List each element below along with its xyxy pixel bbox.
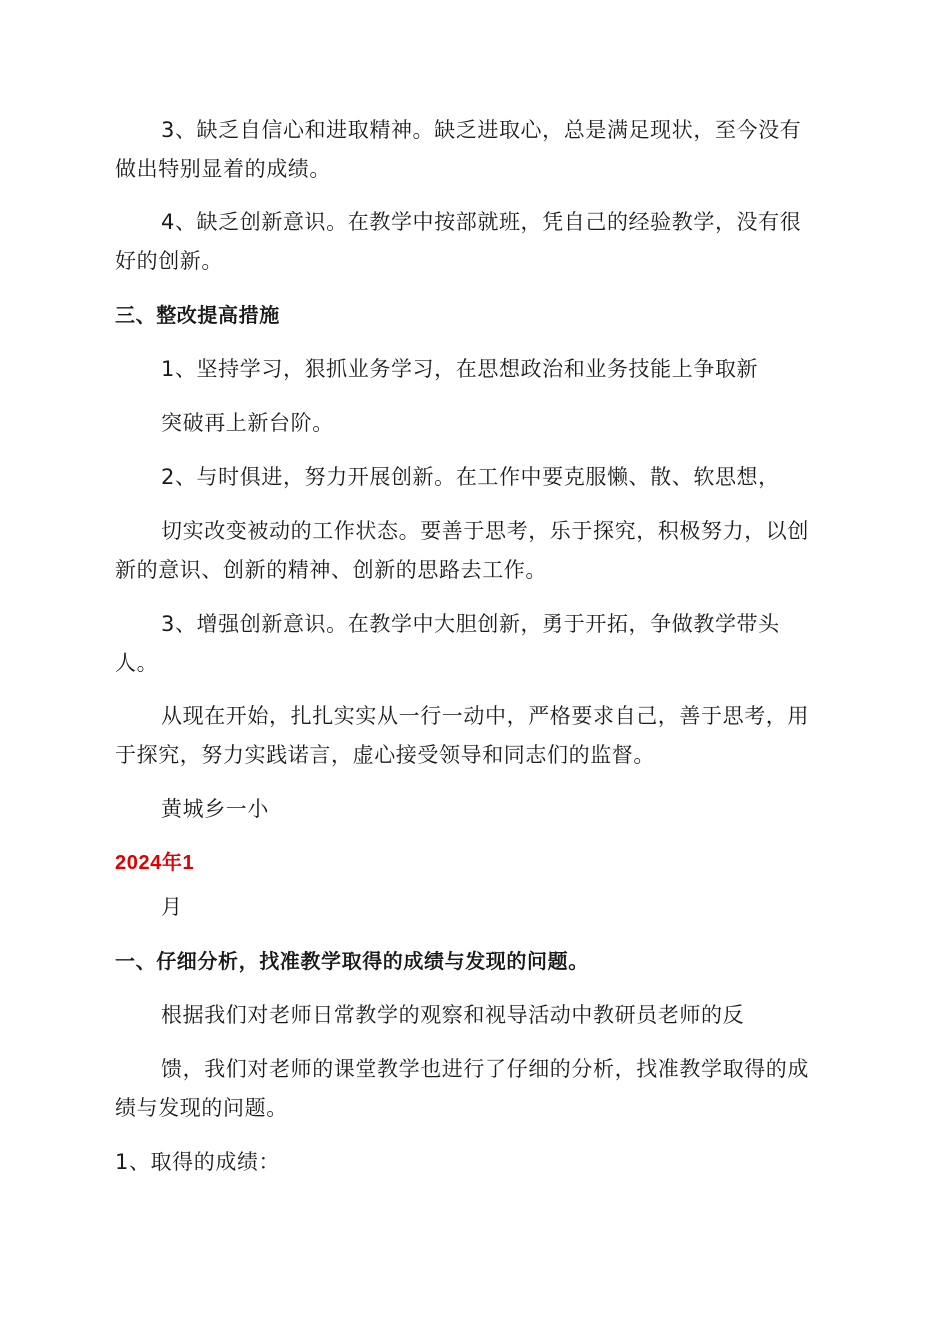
paragraph-line: 3、缺乏自信心和进取精神。缺乏进取心，总是满足现状，至今没有 bbox=[161, 118, 802, 142]
date-red: 2024年1 bbox=[115, 852, 195, 874]
paragraph-line: 做出特别显着的成绩。 bbox=[115, 157, 331, 181]
paragraph-line: 突破再上新台阶。 bbox=[161, 411, 334, 435]
paragraph-line: 好的创新。 bbox=[115, 249, 223, 273]
paragraph-line: 根据我们对老师日常教学的观察和视导活动中教研员老师的反 bbox=[161, 1003, 745, 1027]
paragraph-line: 3、增强创新意识。在教学中大胆创新，勇于开拓，争做教学带头 bbox=[161, 612, 780, 636]
paragraph-line: 绩与发现的问题。 bbox=[115, 1096, 288, 1120]
paragraph-line: 人。 bbox=[115, 651, 159, 675]
paragraph-line: 1、坚持学习，狠抓业务学习，在思想政治和业务技能上争取新 bbox=[161, 357, 759, 381]
paragraph-line: 切实改变被动的工作状态。要善于思考，乐于探究，积极努力，以创 bbox=[161, 519, 809, 543]
subsection-heading: 1、取得的成绩： bbox=[115, 1150, 281, 1174]
paragraph-line: 新的意识、创新的精神、创新的思路去工作。 bbox=[115, 558, 547, 582]
section-heading: 一、仔细分析，找准教学取得的成绩与发现的问题。 bbox=[115, 949, 589, 973]
section-heading: 三、整改提高措施 bbox=[115, 303, 280, 327]
paragraph-line: 4、缺乏创新意识。在教学中按部就班，凭自己的经验教学，没有很 bbox=[161, 210, 802, 234]
signature: 黄城乡一小 bbox=[161, 797, 269, 821]
paragraph-line: 2、与时俱进，努力开展创新。在工作中要克服懒、散、软思想， bbox=[161, 465, 780, 489]
paragraph-line: 馈，我们对老师的课堂教学也进行了仔细的分析，找准教学取得的成 bbox=[161, 1057, 809, 1081]
paragraph-line: 于探究，努力实践诺言，虚心接受领导和同志们的监督。 bbox=[115, 743, 655, 767]
date-month: 月 bbox=[161, 895, 183, 919]
paragraph-line: 从现在开始，扎扎实实从一行一动中，严格要求自己，善于思考，用 bbox=[161, 704, 809, 728]
